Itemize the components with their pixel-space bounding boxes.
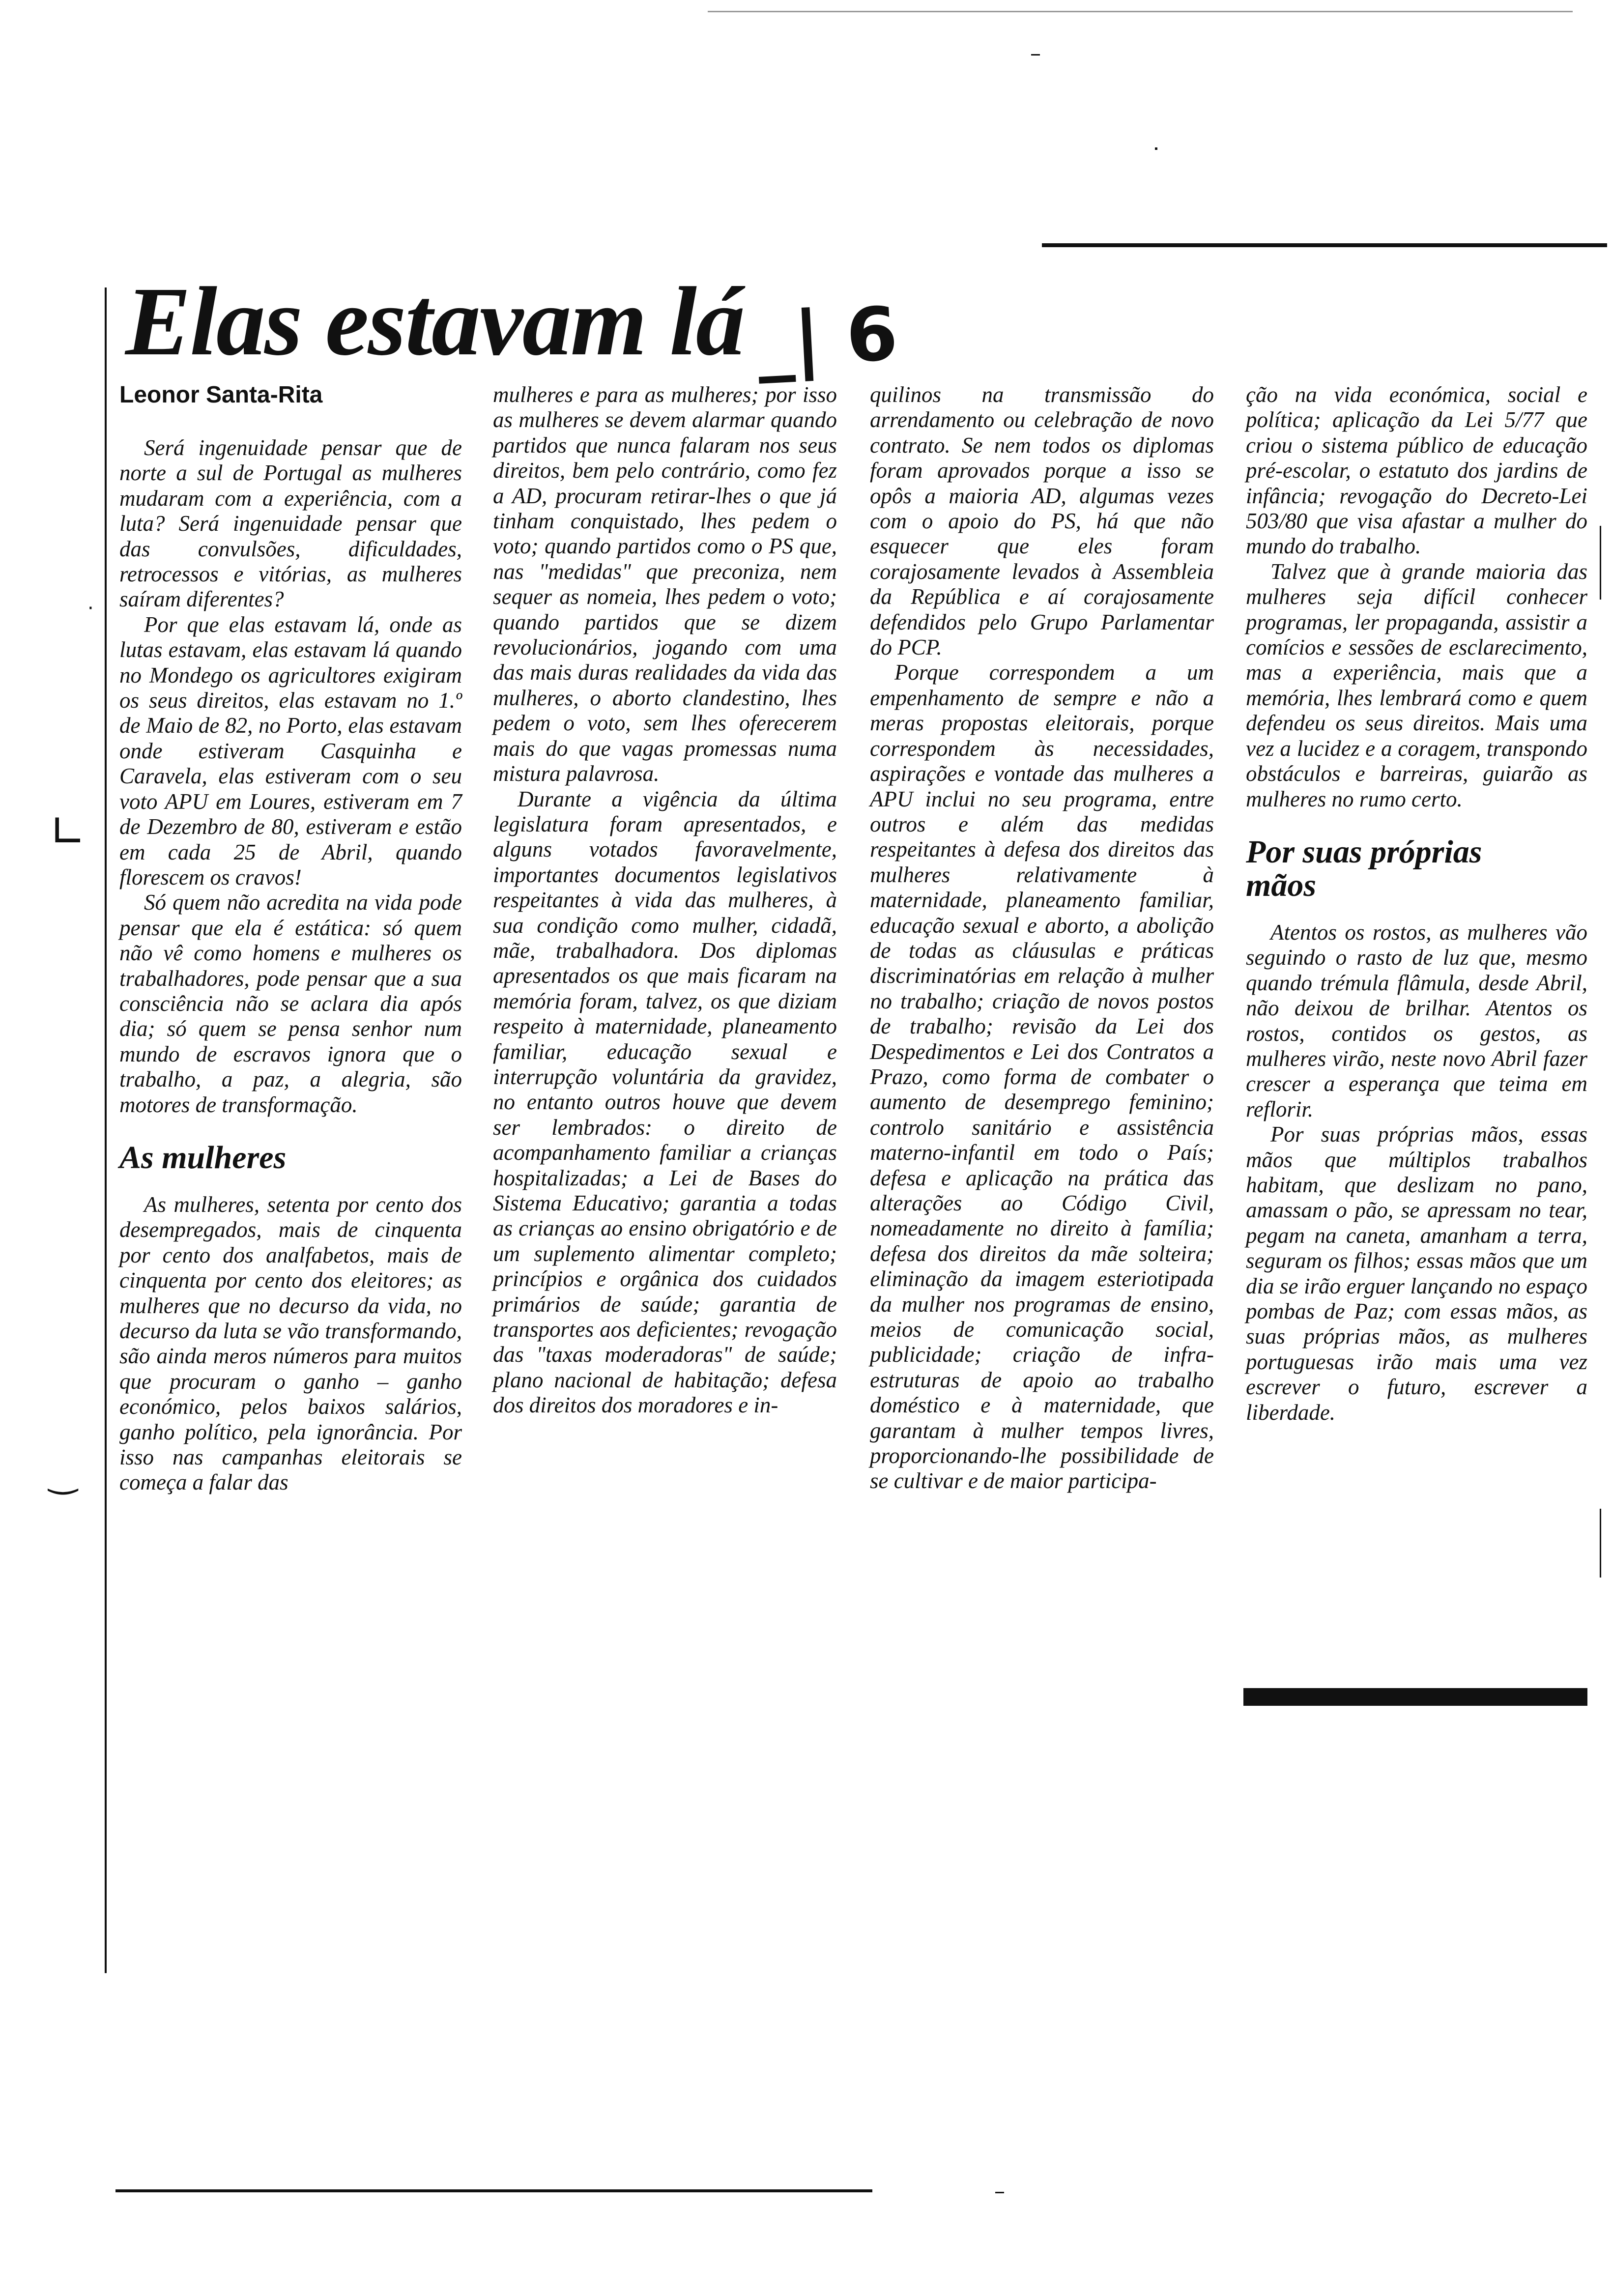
margin-pen-mark: ∟ <box>49 806 86 858</box>
margin-dot: · <box>87 597 94 620</box>
right-margin-mark <box>1600 1509 1601 1578</box>
paragraph: mulheres e para as mulheres; por isso as mulheres se devem alarmar quando partidos que nunca falaram nos seus direitos, bem pelo contrário, como fez a AD, procuram retirar-lhes o que já tinham conquistado, lhes pedem o voto; quando partidos como o PS que, nas "medidas" que preconiza, nem sequer as nomeia, lhes pedem o voto; quando partidos que se dizem revolucionários, jogando com uma das mais duras realidades da vida das mulheres, o aborto clandestino, lhes pedem o voto, sem lhes oferecerem mais do que vagas promessas numa mistura palavrosa. <box>493 382 837 786</box>
paragraph: Atentos os rostos, as mulheres vão seguindo o rasto de luz que, mesmo quando trémula flâmula, desde Abril, não deixou de brilhar. Atentos os rostos, contidos os gestos, as mulheres virão, neste novo Abril fazer crescer a esperança que teima em reflorir. <box>1246 919 1587 1121</box>
paragraph: Por que elas estavam lá, onde as lutas estavam, elas estavam lá quando no Mondego os agricultores exigiram os seus direitos, elas estavam no 1.º de Maio de 82, no Porto, elas estavam onde estiveram Casquinha e Caravela, elas estiveram com o seu voto APU em Loures, estiveram em 7 de Dezembro de 80, estiveram e estão em cada 25 de Abril, quando florescem os cravos! <box>119 612 462 890</box>
paragraph: Porque correspondem a um empenhamento de sempre e não a meras propostas eleitorais, porque correspondem às necessidades, aspirações e vontade das mulheres a APU inclui no seu programa, entre outros e além das medidas respeitantes à defesa dos direitos das mulheres relativamente à maternidade, planeamento familiar, educação sexual e aborto, a abolição de todas as cláusulas e práticas discriminatórias em relação à mulher no trabalho; criação de novos postos de trabalho; revisão da Lei dos Despedimentos e Lei dos Contratos a Prazo, como forma de combater o aumento de desemprego feminino; controlo sanitário e assistência materno-infantil em todo o País; defesa e aplicação na prática das alterações ao Código Civil, nomeadamente no direito à família; defesa dos direitos da mãe solteira; eliminação da imagem esteriotipada da mulher nos programas de ensino, meios de comunicação social, publicidade; criação de infra-estruturas de apoio ao trabalho doméstico e à maternidade, que garantam à mulher tempos livres, proporcionando-lhe possibilidade de se cultivar e de maior participa- <box>870 660 1214 1493</box>
section-heading: As mulheres <box>119 1139 287 1176</box>
paragraph: quilinos na transmissão do arrendamento ou celebração de novo contrato. Se nem todos os diplomas foram aprovados porque a isso se opôs a maioria AD, algumas vezes com o apoio do PS, há que não esquecer que eles foram corajosamente levados à Assembleia da República e aí corajosamente defendidos pelo Grupo Parlamentar do PCP. <box>870 382 1214 660</box>
stray-mark <box>995 2192 1004 2193</box>
paragraph: Será ingenuidade pensar que de norte a sul de Portugal as mulheres mudaram com a experiência, com a luta? Será ingenuidade pensar que das convulsões, dificuldades, retrocessos e vitórias, as mulheres saíram diferentes? <box>119 435 462 612</box>
author-byline: Leonor Santa-Rita <box>119 382 323 408</box>
paragraph: Talvez que à grande maioria das mulheres seja difícil conhecer programas, ler propaganda, assistir a comícios e sessões de esclarecimento, mas a experiência, mais que a memória, lhes lembrará como e quem defendeu os seus direitos. Mais uma vez a lucidez e a coragem, transpondo obstáculos e barreiras, guiarão as mulheres no rumo certo. <box>1246 559 1587 811</box>
article-column-1 <box>119 382 462 1495</box>
top-edge-rule <box>708 11 1573 12</box>
margin-pen-mark: ‿ <box>49 1455 77 1495</box>
handwritten-annotation: _| 6 <box>754 291 900 384</box>
paragraph: As mulheres, setenta por cento dos desempregados, mais de cinquenta por cento dos analfabetos, mais de cinquenta por cento dos eleitores; as mulheres que no decurso da vida, no decurso da luta se vão transformando, são ainda meros números para muitos que procuram o ganho – ganho económico, pelos baixos salários, ganho político, pela ignorância. Por isso nas campanhas eleitorais se começa a falar das <box>119 1192 462 1495</box>
stray-mark <box>1031 54 1040 56</box>
paragraph: Durante a vigência da última legislatura foram apresentados, e alguns votados favoravelmente, importantes documentos legislativos respeitantes à vida das mulheres, à sua condição como mulher, cidadã, mãe, trabalhadora. Dos diplomas apresentados os que mais ficaram na memória foram, talvez, os que diziam respeito à maternidade, planeamento familiar, educação sexual e interrupção voluntária da gravidez, no entanto outros houve que devem ser lembrados: o direito de acompanhamento familiar a crianças hospitalizadas; a Lei de Bases do Sistema Educativo; garantia a todas as crianças ao ensino obrigatório e de um suplemento alimentar completo; princípios e orgânica dos cuidados primários de saúde; garantia de transportes aos deficientes; revogação das "taxas moderadoras" de saúde; plano nacional de habitação; defesa dos direitos dos moradores e in- <box>493 786 837 1418</box>
paragraph: Por suas próprias mãos, essas mãos que múltiplos trabalhos habitam, que deslizam no pano, amassam o pão, se apressam no tear, pegam na caneta, amanham a terra, seguram os filhos; essas mãos que um dia se irão erguer lançando no espaço pombas de Paz; com essas mãos, as suas próprias mãos, as mulheres portuguesas irão mais uma vez escrever o futuro, escrever a liberdade. <box>1246 1122 1587 1425</box>
section-heading: Por suas próprias mãos <box>1246 833 1482 903</box>
article-column-3 <box>870 382 1214 1494</box>
paragraph: Só quem não acredita na vida pode pensar que ela é estática: só quem não vê como homens e mulheres os trabalhadores, pode pensar que a sua consciência não se aclara dia após dia; só quem se pensa senhor num mundo de escravos ignora que o trabalho, a paz, a alegria, são motores de transformação. <box>119 890 462 1117</box>
paragraph: ção na vida económica, social e política; aplicação da Lei 5/77 que criou o sistema público de educação pré-escolar, o estatuto dos jardins de infância; revogação do Decreto-Lei 503/80 que visa afastar a mulher do mundo do trabalho. <box>1246 382 1587 559</box>
end-bar <box>1243 1688 1587 1706</box>
article-column-4 <box>1246 382 1587 1425</box>
article-column-2 <box>493 382 837 1418</box>
article-title: Elas estavam lá <box>125 267 744 376</box>
header-rule <box>1042 243 1607 247</box>
footer-rule-left <box>115 2189 872 2192</box>
left-vertical-rule <box>105 287 107 1973</box>
right-margin-mark <box>1600 526 1601 600</box>
stray-mark <box>1155 147 1157 150</box>
